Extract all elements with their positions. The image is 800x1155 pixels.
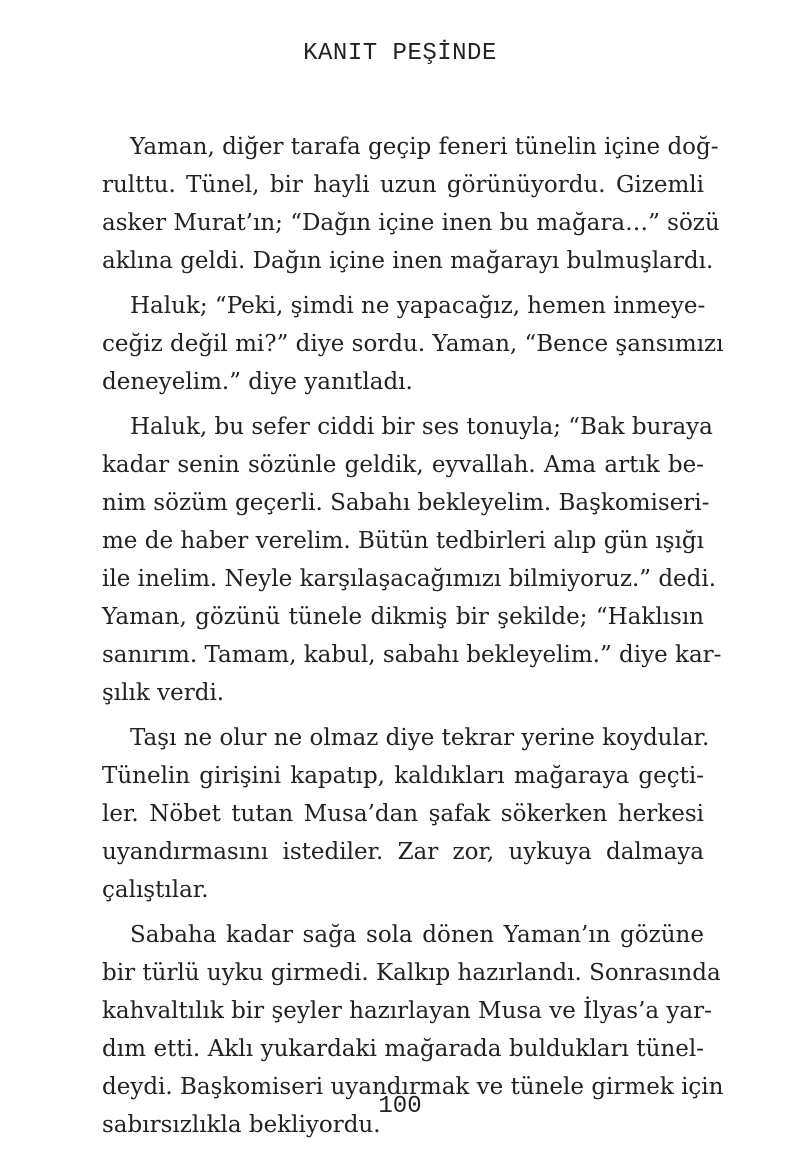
text-line: uyandırmasını istediler. Zar zor, uykuya dalmaya	[102, 839, 704, 865]
text-line: ceğiz değil mi?” diye sordu. Yaman, “Bence şansımızı	[102, 331, 724, 357]
text-line: Sabaha kadar sağa sola dönen Yaman’ın gözüne	[130, 922, 704, 948]
text-line: kahvaltılık bir şeyler hazırlayan Musa ve İlyas’a yar-	[102, 998, 712, 1024]
text-line: sanırım. Tamam, kabul, sabahı bekleyelim.” diye kar-	[102, 642, 722, 668]
paragraph-1	[102, 128, 720, 280]
text-line: deydi. Başkomiseri uyandırmak ve tünele girmek için	[102, 1074, 724, 1100]
text-line: ile inelim. Neyle karşılaşacağımızı bilmiyoruz.” dedi.	[102, 566, 717, 592]
text-line: Yaman, diğer tarafa geçip feneri tünelin içine doğ-	[130, 134, 719, 160]
text-line: ler. Nöbet tutan Musa’dan şafak sökerken herkesi	[102, 801, 704, 827]
text-line: kadar senin sözünle geldik, eyvallah. Ama artık be-	[102, 452, 704, 478]
text-line: şılık verdi.	[102, 680, 225, 706]
text-line: bir türlü uyku girmedi. Kalkıp hazırlandı. Sonrasında	[102, 960, 721, 986]
text-line: nim sözüm geçerli. Sabahı bekleyelim. Başkomiseri-	[102, 490, 710, 516]
paragraph-2	[102, 287, 724, 401]
text-line: me de haber verelim. Bütün tedbirleri alıp gün ışığı	[102, 528, 704, 554]
paragraph-3	[102, 408, 722, 712]
text-line: Haluk, bu sefer ciddi bir ses tonuyla; “Bak buraya	[130, 414, 713, 440]
text-line: rulttu. Tünel, bir hayli uzun görünüyordu. Gizemli	[102, 172, 704, 198]
running-header: KANIT PEŞİNDE	[303, 40, 497, 67]
text-line: Haluk; “Peki, şimdi ne yapacağız, hemen inmeye-	[130, 293, 706, 319]
text-line: Tünelin girişini kapatıp, kaldıkları mağaraya geçti-	[102, 763, 704, 789]
text-line: Yaman, gözünü tünele dikmiş bir şekilde; “Haklısın	[102, 604, 704, 630]
page-number: 100	[378, 1093, 422, 1120]
text-line: asker Murat’ın; “Dağın içine inen bu mağara…” sözü	[102, 210, 720, 236]
paragraph-4	[102, 719, 710, 909]
body-text	[102, 128, 724, 1151]
text-line: aklına geldi. Dağın içine inen mağarayı bulmuşlardı.	[102, 248, 714, 274]
text-line: deneyelim.” diye yanıtladı.	[102, 369, 413, 395]
text-line: Taşı ne olur ne olmaz diye tekrar yerine koydular.	[130, 725, 710, 751]
text-line: çalıştılar.	[102, 877, 209, 903]
text-line: dım etti. Aklı yukardaki mağarada buldukları tünel-	[102, 1036, 704, 1062]
text-line: sabırsızlıkla bekliyordu.	[102, 1112, 381, 1138]
